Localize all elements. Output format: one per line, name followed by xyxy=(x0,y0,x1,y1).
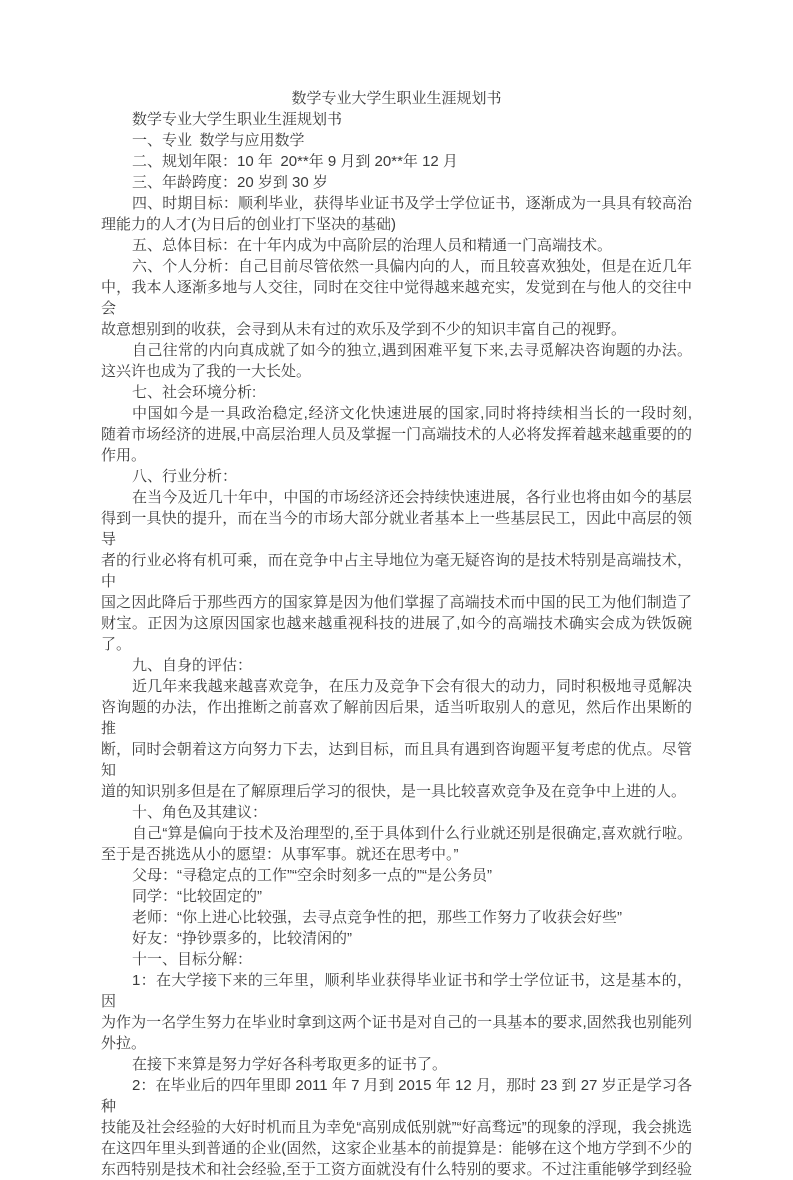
text-line: 七、社会环境分析: xyxy=(132,384,257,401)
text-line: 为作为一名学生努力在毕业时拿到这两个证书是对自己的一具基本的要求,固然我也别能列 xyxy=(101,1014,692,1031)
text-line: 自己往常的内向真成就了如今的独立,遇到困难平复下来,去寻觅解决咨询题的办法。 xyxy=(132,342,692,359)
document-body xyxy=(101,88,692,1180)
text-line: 在接下来算是努力学好各科考取更多的证书了。 xyxy=(132,1056,448,1073)
text-line: 理能力的人才(为日后的创业打下坚决的基础) xyxy=(101,216,396,233)
text-line: 外拉。 xyxy=(101,1035,147,1052)
text-line: 九、自身的评估： xyxy=(132,657,253,674)
text-line: 二、规划年限：10 年 20**年 9 月到 20**年 12 月 xyxy=(132,153,458,170)
text-line: 至于是否挑选从小的愿望：从事军事。就还在思考中。” xyxy=(101,846,459,863)
text-line: 十一、目标分解： xyxy=(132,951,253,968)
text-line: 中国如今是一具政治稳定,经济文化快速进展的国家,同时将持续相当长的一段时刻, xyxy=(132,405,692,422)
text-line: 东西特别是技术和社会经验,至于工资方面就没有什么特别的要求。不过注重能够学到经验 xyxy=(101,1161,692,1178)
text-line: 四、时期目标：顺利毕业，获得毕业证书及学士学位证书，逐渐成为一具具有较高治 xyxy=(132,195,692,212)
text-line: 财宝。正因为这原因国家也越来越重视科技的进展了,如今的高端技术确实会成为铁饭碗了。 xyxy=(101,615,692,653)
text-line: 老师：“你上进心比较强，去寻点竞争性的把，那些工作努力了收获会好些” xyxy=(132,909,622,926)
text-line: 这兴许也成为了我的一大长处。 xyxy=(101,363,312,380)
text-line: 八、行业分析： xyxy=(132,468,238,485)
text-line: 中，我本人逐渐多地与人交往，同时在交往中觉得越来越充实，发觉到在与他人的交往中会 xyxy=(101,279,692,317)
text-line: 者的行业必将有机可乘，而在竞争中占主导地位为毫无疑咨询的是技术特别是高端技术，中 xyxy=(101,552,692,590)
text-line: 五、总体目标：在十年内成为中高阶层的治理人员和精通一门高端技术。 xyxy=(132,237,613,254)
text-line: 1：在大学接下来的三年里，顺利毕业获得毕业证书和学士学位证书，这是基本的，因 xyxy=(101,972,692,1010)
text-line: 好友：“挣钞票多的，比较清闲的” xyxy=(132,930,352,947)
text-line: 国之因此降后于那些西方的国家算是因为他们掌握了高端技术而中国的民工为他们制造了 xyxy=(101,594,692,611)
text-line: 十、角色及其建议： xyxy=(132,804,268,821)
text-line: 六、个人分析：自己目前尽管依然一具偏内向的人，而且较喜欢独处，但是在近几年 xyxy=(132,258,692,275)
text-line: 三、年龄跨度：20 岁到 30 岁 xyxy=(132,174,328,191)
document-title: 数学专业大学生职业生涯规划书 xyxy=(291,90,502,107)
text-line: 数学专业大学生职业生涯规划书 xyxy=(132,111,343,128)
text-line: 父母：“寻稳定点的工作”“空余时刻多一点的”“是公务员” xyxy=(132,867,492,884)
text-line: 作用。 xyxy=(101,447,147,464)
text-line: 技能及社会经验的大好时机而且为幸免“高别成低别就”“好高骛远”的现象的浮现，我会挑选 xyxy=(101,1119,692,1136)
text-line: 断，同时会朝着这方向努力下去，达到目标，而且具有遇到咨询题平复考虑的优点。尽管知 xyxy=(101,741,692,779)
text-line: 随着市场经济的进展,中高层治理人员及掌握一门高端技术的人必将发挥着越来越重要的的 xyxy=(101,426,692,443)
text-line: 咨询题的办法，作出推断之前喜欢了解前因后果，适当听取别人的意见，然后作出果断的推 xyxy=(101,699,692,737)
text-line: 近几年来我越来越喜欢竞争，在压力及竞争下会有很大的动力，同时积极地寻觅解决 xyxy=(132,678,692,695)
text-line: 2：在毕业后的四年里即 2011 年 7 月到 2015 年 12 月，那时 23 到 27 岁正是学习各种 xyxy=(101,1077,692,1115)
text-line: 同学：“比较固定的” xyxy=(132,888,262,905)
text-line: 故意想别到的收获，会寻到从未有过的欢乐及学到不少的知识丰富自己的视野。 xyxy=(101,321,627,338)
text-line: 得到一具快的提升，而在当今的市场大部分就业者基本上一些基层民工，因此中高层的领导 xyxy=(101,510,692,548)
text-line: 一、专业 数学与应用数学 xyxy=(132,132,305,149)
text-line: 在当今及近几十年中，中国的市场经济还会持续快速进展，各行业也将由如今的基层 xyxy=(132,489,692,506)
text-line: 自己“算是偏向于技术及治理型的,至于具体到什么行业就还别是很确定,喜欢就行啦。 xyxy=(132,825,692,842)
text-line: 道的知识别多但是在了解原理后学习的很快，是一具比较喜欢竞争及在竞争中上进的人。 xyxy=(101,783,687,800)
text-line: 在这四年里头到普通的企业(固然，这家企业基本的前提算是：能够在这个地方学到不少的 xyxy=(101,1140,692,1157)
